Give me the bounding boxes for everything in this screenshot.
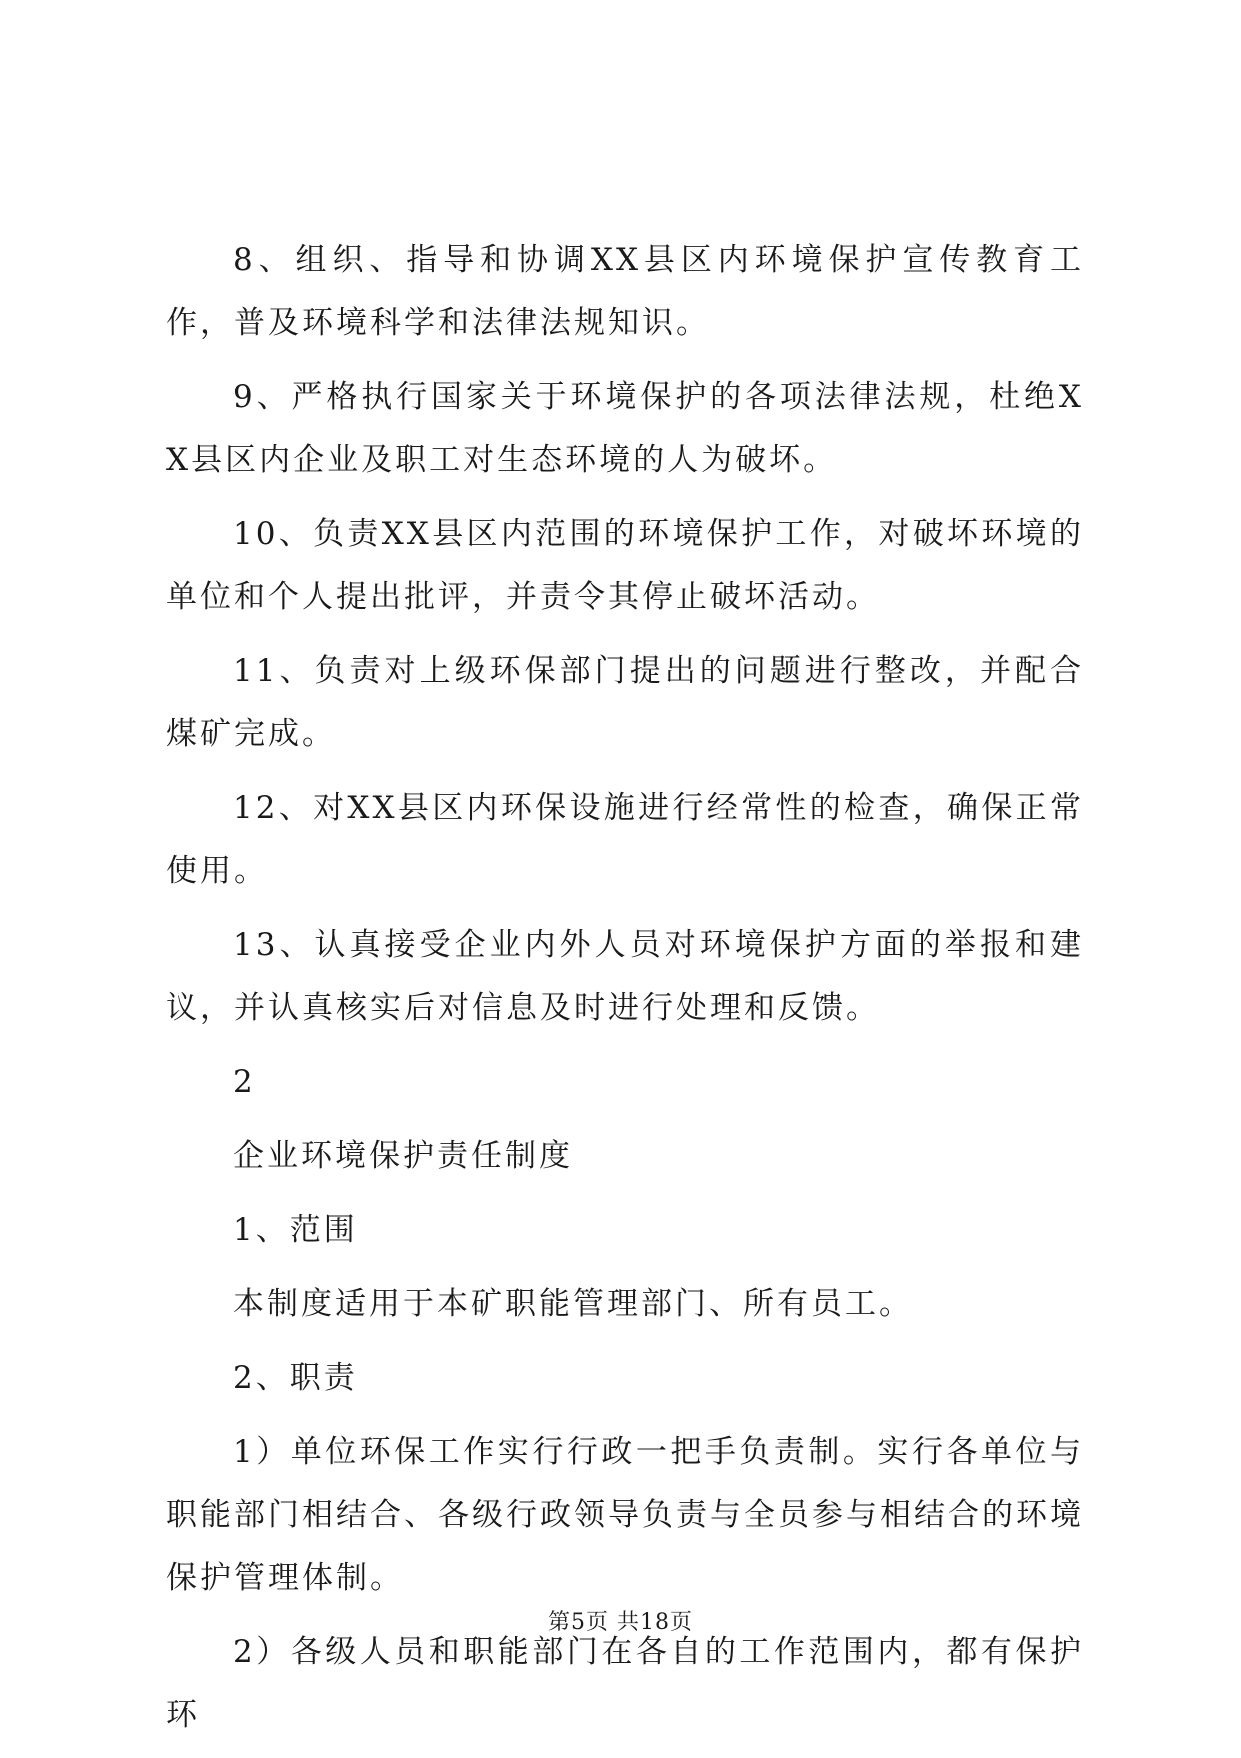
section-number: 2 (233, 1064, 256, 1100)
paragraph-item-8: 8、组织、指导和协调XX县区内环境保护宣传教育工作，普及环境科学和法律法规知识。 (166, 242, 1084, 341)
paragraph-item-9: 9、严格执行国家关于环境保护的各项法律法规，杜绝XX县区内企业及职工对生态环境的人为破坏。 (166, 379, 1084, 478)
paragraph-item-11: 11、负责对上级环保部门提出的问题进行整改，并配合煤矿完成。 (166, 653, 1084, 752)
paragraph-item-12: 12、对XX县区内环保设施进行经常性的检查，确保正常使用。 (166, 790, 1084, 889)
duty-item-2: 2）各级人员和职能部门在各自的工作范围内，都有保护环 (166, 1634, 1084, 1733)
paragraph-item-10: 10、负责XX县区内范围的环境保护工作，对破坏环境的单位和个人提出批评，并责令其停止破坏活动。 (166, 516, 1084, 615)
duty-item-1: 1）单位环保工作实行行政一把手负责制。实行各单位与职能部门相结合、各级行政领导负责与全员参与相结合的环境保护管理体制。 (166, 1434, 1084, 1596)
scope-text: 本制度适用于本矿职能管理部门、所有员工。 (233, 1286, 913, 1322)
subsection-heading-scope: 1、范围 (233, 1212, 358, 1248)
document-body (166, 229, 1084, 1758)
paragraph-item-13: 13、认真接受企业内外人员对环境保护方面的举报和建议，并认真核实后对信息及时进行处理和反馈。 (166, 927, 1084, 1026)
subsection-heading-duties: 2、职责 (233, 1360, 358, 1396)
section-title: 企业环境保护责任制度 (233, 1138, 573, 1174)
page-footer: 第5页 共18页 (548, 1610, 693, 1635)
